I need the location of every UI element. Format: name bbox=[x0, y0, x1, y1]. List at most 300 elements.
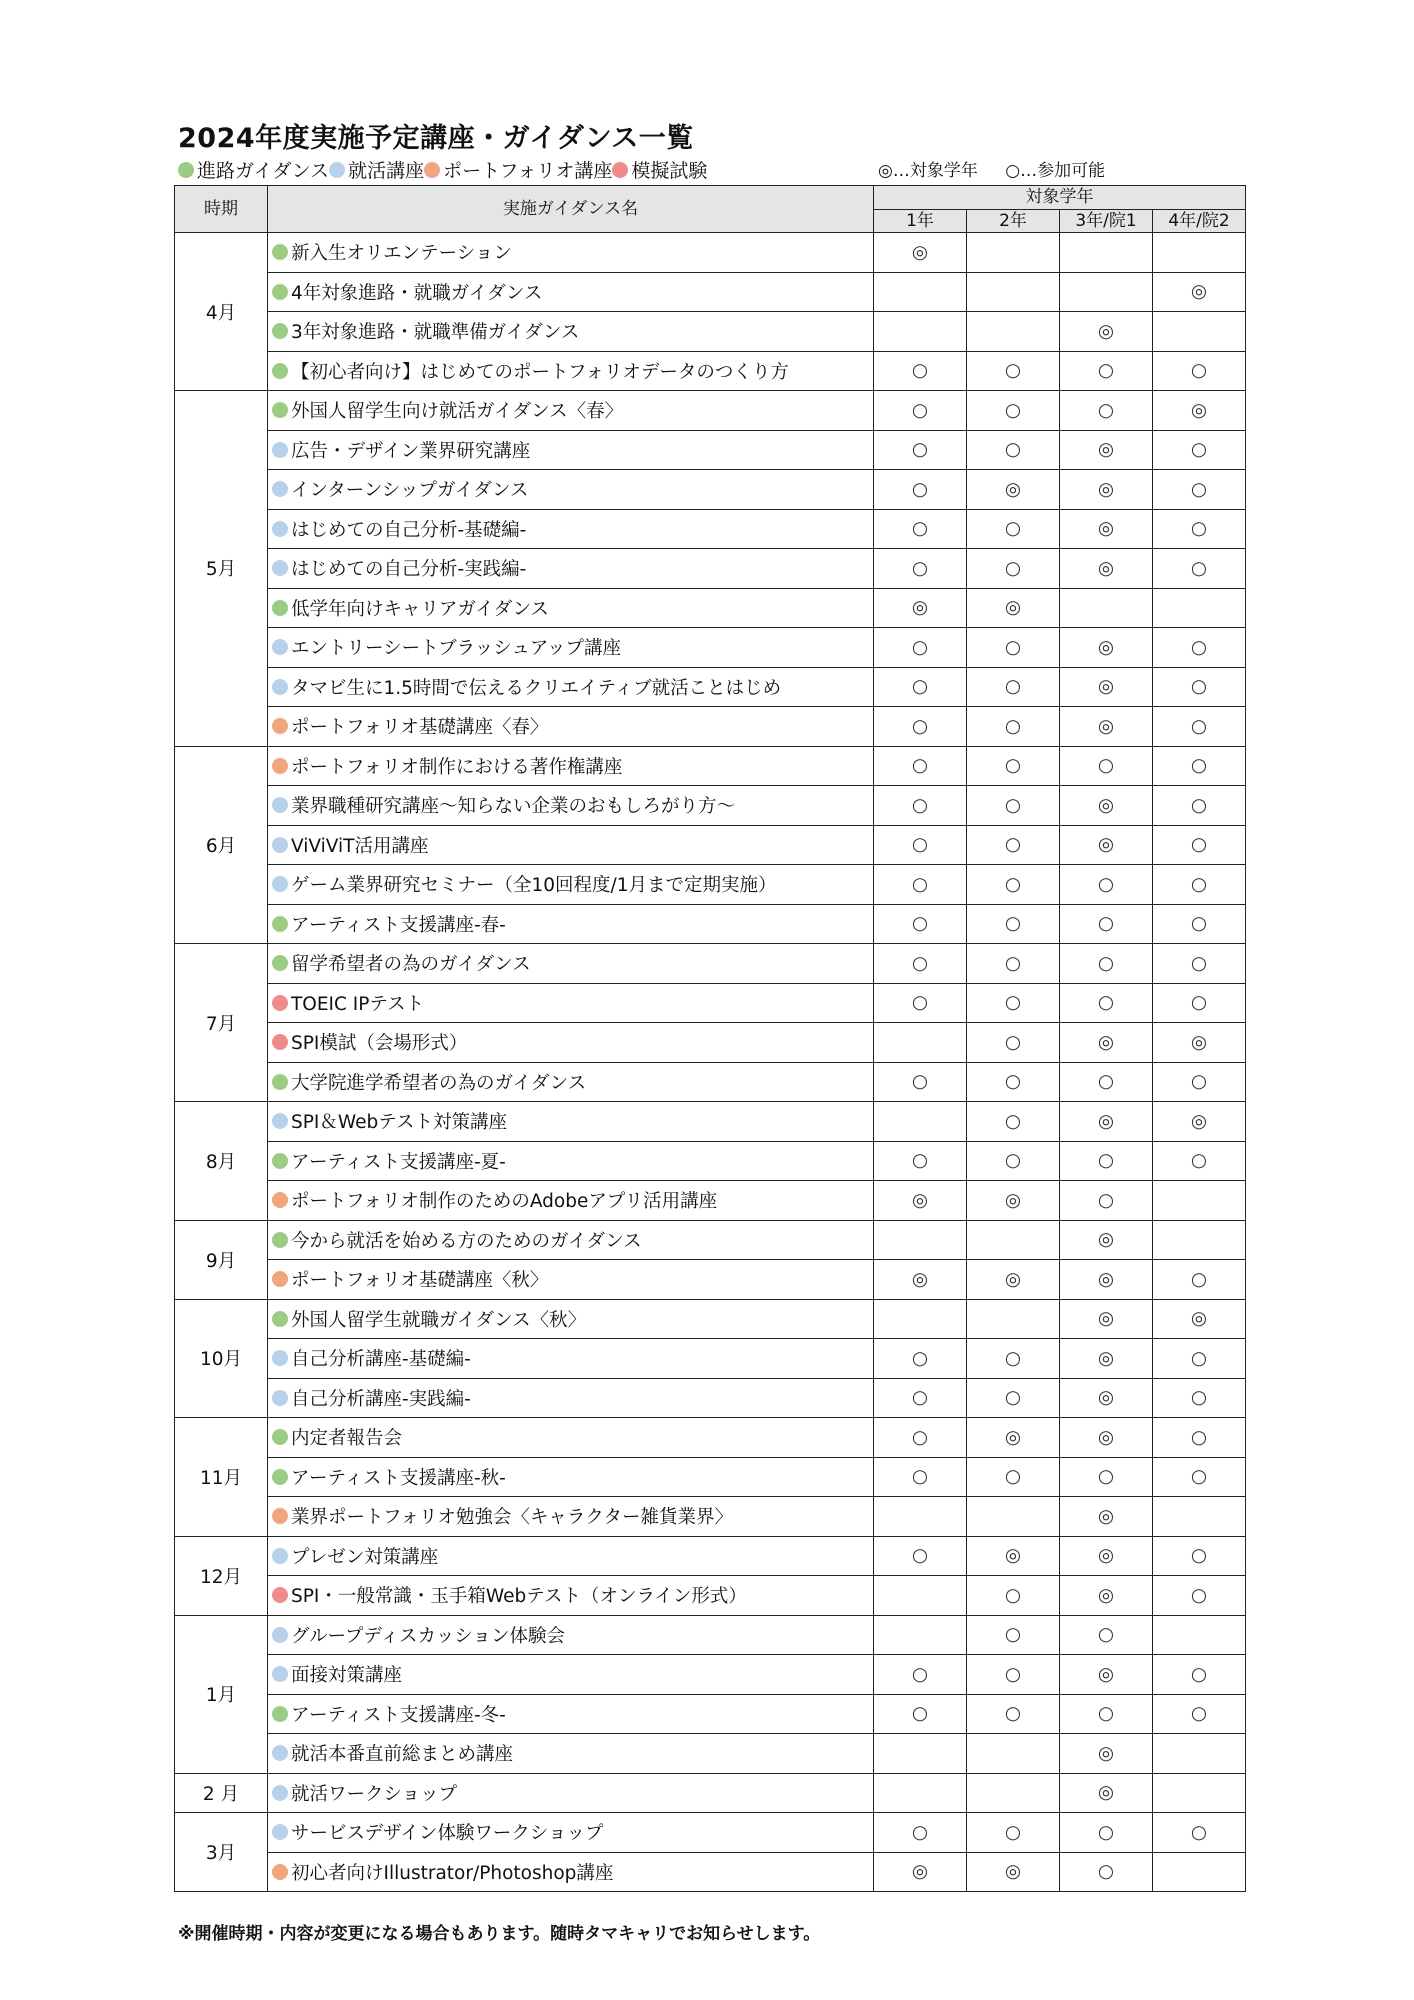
category-dot-icon bbox=[272, 758, 288, 774]
category-dot-icon bbox=[272, 916, 288, 932]
month-cell: 5月 bbox=[175, 391, 268, 747]
grade-mark-cell: ○ bbox=[1153, 1536, 1246, 1576]
grade-mark-cell bbox=[1060, 272, 1153, 312]
grade-mark-cell: ○ bbox=[967, 1062, 1060, 1102]
grade-mark-cell bbox=[1153, 1497, 1246, 1537]
category-dot-icon bbox=[272, 481, 288, 497]
grade-mark-cell: ○ bbox=[1153, 1694, 1246, 1734]
event-name-cell bbox=[268, 1102, 874, 1142]
legend-item bbox=[424, 156, 612, 183]
category-dot-icon bbox=[272, 1548, 288, 1564]
grade-mark-cell bbox=[874, 1734, 967, 1774]
event-name: プレゼン対策講座 bbox=[291, 1546, 439, 1568]
category-dot-icon bbox=[272, 1429, 288, 1445]
grade-mark-cell: ◎ bbox=[1060, 470, 1153, 510]
event-name-cell bbox=[268, 1181, 874, 1221]
grade-mark-cell: ○ bbox=[874, 509, 967, 549]
table-row bbox=[175, 1734, 1246, 1774]
grade-mark-cell: ○ bbox=[1153, 628, 1246, 668]
grade-mark-cell: ◎ bbox=[874, 1260, 967, 1300]
event-name: 自己分析講座-実践編- bbox=[291, 1388, 471, 1410]
event-name-cell bbox=[268, 549, 874, 589]
legend-item bbox=[178, 156, 329, 183]
event-name: はじめての自己分析-基礎編- bbox=[291, 519, 527, 541]
event-name: 新入生オリエンテーション bbox=[291, 243, 512, 265]
event-name: 就活本番直前総まとめ講座 bbox=[291, 1744, 514, 1766]
category-dot-icon bbox=[424, 162, 440, 178]
grade-mark-cell: ◎ bbox=[1060, 1378, 1153, 1418]
month-cell: 3月 bbox=[175, 1813, 268, 1892]
legend-item bbox=[612, 156, 707, 183]
grade-mark-cell: ○ bbox=[1153, 351, 1246, 391]
event-name-cell bbox=[268, 1299, 874, 1339]
category-dot-icon bbox=[272, 1232, 288, 1248]
table-row bbox=[175, 1220, 1246, 1260]
grade-mark-cell: ○ bbox=[874, 1694, 967, 1734]
category-dot-icon bbox=[272, 1113, 288, 1129]
event-name-cell bbox=[268, 351, 874, 391]
table-row bbox=[175, 509, 1246, 549]
category-dot-icon bbox=[272, 1785, 288, 1801]
grade-mark-cell bbox=[1153, 1734, 1246, 1774]
month-cell: 2 月 bbox=[175, 1773, 268, 1813]
event-name-cell bbox=[268, 1062, 874, 1102]
grade-mark-cell: ◎ bbox=[874, 1181, 967, 1221]
grade-mark-cell: ◎ bbox=[967, 1418, 1060, 1458]
event-name-cell bbox=[268, 786, 874, 826]
event-name-cell bbox=[268, 746, 874, 786]
event-name: 面接対策講座 bbox=[291, 1665, 403, 1687]
grade-mark-cell: ◎ bbox=[1060, 1260, 1153, 1300]
category-dot-icon bbox=[272, 244, 288, 260]
event-name: ポートフォリオ基礎講座〈秋〉 bbox=[291, 1270, 549, 1292]
grade-mark-cell: ○ bbox=[1153, 1655, 1246, 1695]
grade-mark-cell: ○ bbox=[874, 430, 967, 470]
event-name-cell bbox=[268, 1418, 874, 1458]
grade-mark-cell: ○ bbox=[874, 351, 967, 391]
event-name: 業界ポートフォリオ勉強会〈キャラクター雑貨業界〉 bbox=[291, 1507, 733, 1529]
grade-mark-cell bbox=[874, 1497, 967, 1537]
grade-mark-cell: ○ bbox=[1060, 1852, 1153, 1892]
grade-mark-cell: ○ bbox=[1153, 865, 1246, 905]
grade-mark-cell bbox=[1153, 1220, 1246, 1260]
grade-mark-cell bbox=[1153, 1615, 1246, 1655]
event-name-cell bbox=[268, 1536, 874, 1576]
grade-mark-cell: ◎ bbox=[1060, 825, 1153, 865]
event-name: 4年対象進路・就職ガイダンス bbox=[291, 282, 543, 304]
event-name: 今から就活を始める方のためのガイダンス bbox=[291, 1230, 642, 1252]
grade-mark-cell: ○ bbox=[967, 786, 1060, 826]
grade-mark-cell: ○ bbox=[1060, 391, 1153, 431]
event-name-cell bbox=[268, 1457, 874, 1497]
grade-mark-cell bbox=[1153, 312, 1246, 352]
event-name-cell bbox=[268, 430, 874, 470]
event-name: アーティスト支援講座-春- bbox=[291, 914, 506, 936]
grade-mark-cell: ○ bbox=[967, 430, 1060, 470]
mark-legend-target: ◎…対象学年 bbox=[878, 161, 978, 181]
category-dot-icon bbox=[272, 797, 288, 813]
event-name-cell bbox=[268, 707, 874, 747]
event-name: SPI模試（会場形式） bbox=[291, 1033, 468, 1055]
grade-mark-cell: ○ bbox=[1153, 786, 1246, 826]
event-name: 内定者報告会 bbox=[291, 1428, 403, 1450]
grade-mark-cell: ○ bbox=[1153, 1418, 1246, 1458]
grade-mark-cell: ○ bbox=[1060, 1141, 1153, 1181]
grade-mark-cell: ○ bbox=[1153, 1576, 1246, 1616]
table-row bbox=[175, 786, 1246, 826]
page-title: 2024年度実施予定講座・ガイダンス一覧 bbox=[178, 123, 694, 154]
event-name: 留学希望者の為のガイダンス bbox=[291, 954, 531, 976]
grade-mark-cell bbox=[1153, 1773, 1246, 1813]
event-name-cell bbox=[268, 1852, 874, 1892]
table-row bbox=[175, 983, 1246, 1023]
event-name: アーティスト支援講座-冬- bbox=[291, 1704, 506, 1726]
grade-mark-cell bbox=[874, 1023, 967, 1063]
table-row bbox=[175, 1536, 1246, 1576]
grade-mark-cell: ○ bbox=[1153, 707, 1246, 747]
grade-mark-cell: ◎ bbox=[1153, 1102, 1246, 1142]
event-name: 業界職種研究講座〜知らない企業のおもしろがり方〜 bbox=[291, 796, 736, 818]
event-name: ゲーム業界研究セミナー（全10回程度/1月まで定期実施） bbox=[291, 875, 777, 897]
grade-mark-cell bbox=[967, 312, 1060, 352]
category-dot-icon bbox=[272, 1666, 288, 1682]
category-dot-icon bbox=[272, 1390, 288, 1406]
grade-mark-cell: ○ bbox=[874, 1378, 967, 1418]
category-dot-icon bbox=[178, 162, 194, 178]
grade-mark-cell: ○ bbox=[1060, 983, 1153, 1023]
table-row bbox=[175, 1655, 1246, 1695]
category-dot-icon bbox=[272, 837, 288, 853]
header-name: 実施ガイダンス名 bbox=[268, 186, 874, 233]
legend-label: ポートフォリオ講座 bbox=[443, 160, 613, 182]
schedule-body bbox=[175, 233, 1246, 1892]
grade-mark-cell: ○ bbox=[1153, 549, 1246, 589]
grade-mark-cell: ○ bbox=[967, 1655, 1060, 1695]
grade-mark-cell: ◎ bbox=[1060, 1734, 1153, 1774]
grade-mark-cell: ○ bbox=[1060, 1181, 1153, 1221]
month-cell: 6月 bbox=[175, 746, 268, 944]
grade-mark-cell: ○ bbox=[1153, 1260, 1246, 1300]
table-row bbox=[175, 1299, 1246, 1339]
event-name: 広告・デザイン業界研究講座 bbox=[291, 440, 531, 462]
grade-mark-cell bbox=[1153, 1181, 1246, 1221]
grade-mark-cell bbox=[874, 1615, 967, 1655]
grade-mark-cell: ○ bbox=[874, 786, 967, 826]
category-dot-icon bbox=[272, 1627, 288, 1643]
grade-mark-cell: ○ bbox=[874, 391, 967, 431]
event-name-cell bbox=[268, 470, 874, 510]
category-dot-icon bbox=[272, 284, 288, 300]
event-name: エントリーシートブラッシュアップ講座 bbox=[291, 638, 622, 660]
category-legend bbox=[178, 156, 707, 183]
grade-mark-cell: ○ bbox=[1153, 1457, 1246, 1497]
event-name: 就活ワークショップ bbox=[291, 1783, 458, 1805]
grade-mark-cell: ○ bbox=[874, 1813, 967, 1853]
legend-label: 就活講座 bbox=[348, 160, 425, 182]
table-row bbox=[175, 1181, 1246, 1221]
grade-mark-cell: ○ bbox=[874, 628, 967, 668]
grade-mark-cell: ○ bbox=[874, 825, 967, 865]
grade-mark-cell bbox=[967, 1299, 1060, 1339]
grade-mark-cell: ○ bbox=[874, 1457, 967, 1497]
table-row bbox=[175, 1418, 1246, 1458]
table-row bbox=[175, 430, 1246, 470]
table-row bbox=[175, 1102, 1246, 1142]
grade-mark-cell bbox=[874, 1576, 967, 1616]
grade-mark-cell: ○ bbox=[967, 1023, 1060, 1063]
grade-mark-cell: ◎ bbox=[1060, 1497, 1153, 1537]
category-dot-icon bbox=[612, 162, 628, 178]
grade-mark-cell: ○ bbox=[874, 1655, 967, 1695]
category-dot-icon bbox=[272, 1508, 288, 1524]
grade-mark-cell bbox=[874, 1773, 967, 1813]
category-dot-icon bbox=[272, 1469, 288, 1485]
table-row bbox=[175, 865, 1246, 905]
grade-mark-cell: ○ bbox=[874, 470, 967, 510]
event-name-cell bbox=[268, 1339, 874, 1379]
grade-mark-cell: ◎ bbox=[967, 1260, 1060, 1300]
grade-mark-cell: ◎ bbox=[967, 1852, 1060, 1892]
grade-mark-cell bbox=[967, 1220, 1060, 1260]
legend-item bbox=[329, 156, 424, 183]
grade-mark-cell: ○ bbox=[1060, 1062, 1153, 1102]
grade-mark-cell: ○ bbox=[1153, 1141, 1246, 1181]
grade-mark-cell: ○ bbox=[967, 865, 1060, 905]
table-row bbox=[175, 470, 1246, 510]
month-cell: 11月 bbox=[175, 1418, 268, 1537]
grade-mark-cell: ○ bbox=[874, 746, 967, 786]
grade-mark-cell: ◎ bbox=[1153, 272, 1246, 312]
grade-mark-cell: ○ bbox=[1153, 667, 1246, 707]
table-row bbox=[175, 825, 1246, 865]
grade-mark-cell: ○ bbox=[874, 707, 967, 747]
grade-mark-cell: ○ bbox=[1060, 944, 1153, 984]
legend-label: 進路ガイダンス bbox=[197, 160, 330, 182]
event-name: SPI・一般常識・玉手箱Webテスト（オンライン形式） bbox=[291, 1586, 747, 1608]
grade-mark-cell bbox=[874, 272, 967, 312]
event-name-cell bbox=[268, 391, 874, 431]
grade-mark-cell: ○ bbox=[967, 1576, 1060, 1616]
grade-mark-cell: ○ bbox=[1153, 470, 1246, 510]
grade-mark-cell: ○ bbox=[967, 1457, 1060, 1497]
grade-mark-cell: ○ bbox=[874, 1536, 967, 1576]
event-name-cell bbox=[268, 1734, 874, 1774]
grade-mark-cell: ◎ bbox=[1060, 1299, 1153, 1339]
header-grade-3: 3年/院1 bbox=[1060, 209, 1153, 233]
event-name-cell bbox=[268, 312, 874, 352]
category-dot-icon bbox=[272, 1706, 288, 1722]
grade-mark-cell bbox=[1153, 1852, 1246, 1892]
grade-mark-cell bbox=[967, 272, 1060, 312]
category-dot-icon bbox=[272, 955, 288, 971]
month-cell: 12月 bbox=[175, 1536, 268, 1615]
event-name: TOEIC IPテスト bbox=[291, 993, 425, 1015]
category-dot-icon bbox=[272, 1824, 288, 1840]
table-row bbox=[175, 351, 1246, 391]
table-row bbox=[175, 1339, 1246, 1379]
category-dot-icon bbox=[272, 1153, 288, 1169]
grade-mark-cell: ○ bbox=[1153, 825, 1246, 865]
category-dot-icon bbox=[272, 1192, 288, 1208]
grade-mark-cell: ○ bbox=[874, 983, 967, 1023]
event-name-cell bbox=[268, 272, 874, 312]
grade-mark-cell: ○ bbox=[1060, 746, 1153, 786]
grade-mark-cell: ○ bbox=[1153, 430, 1246, 470]
grade-mark-cell: ◎ bbox=[1060, 509, 1153, 549]
table-row bbox=[175, 746, 1246, 786]
grade-mark-cell: ○ bbox=[967, 1339, 1060, 1379]
table-row bbox=[175, 904, 1246, 944]
grade-mark-cell: ○ bbox=[874, 865, 967, 905]
grade-mark-cell: ○ bbox=[967, 825, 1060, 865]
event-name-cell bbox=[268, 1141, 874, 1181]
category-dot-icon bbox=[272, 442, 288, 458]
grade-mark-cell: ○ bbox=[874, 944, 967, 984]
category-dot-icon bbox=[272, 1271, 288, 1287]
grade-mark-cell: ○ bbox=[967, 667, 1060, 707]
event-name-cell bbox=[268, 1497, 874, 1537]
table-row bbox=[175, 312, 1246, 352]
grade-mark-cell: ◎ bbox=[1060, 667, 1153, 707]
grade-mark-cell: ○ bbox=[1060, 1615, 1153, 1655]
grade-mark-cell: ○ bbox=[967, 707, 1060, 747]
category-dot-icon bbox=[272, 1864, 288, 1880]
grade-mark-cell: ○ bbox=[1153, 904, 1246, 944]
table-row bbox=[175, 272, 1246, 312]
event-name: 外国人留学生向け就活ガイダンス〈春〉 bbox=[291, 401, 624, 423]
category-dot-icon bbox=[272, 1311, 288, 1327]
grade-mark-cell: ○ bbox=[967, 1102, 1060, 1142]
grade-mark-cell bbox=[967, 1773, 1060, 1813]
table-row bbox=[175, 944, 1246, 984]
event-name-cell bbox=[268, 233, 874, 273]
event-name-cell bbox=[268, 1378, 874, 1418]
category-dot-icon bbox=[272, 1034, 288, 1050]
event-name: 3年対象進路・就職準備ガイダンス bbox=[291, 322, 580, 344]
event-name-cell bbox=[268, 1260, 874, 1300]
grade-mark-cell: ◎ bbox=[1060, 1576, 1153, 1616]
event-name-cell bbox=[268, 904, 874, 944]
grade-mark-cell: ◎ bbox=[1060, 1102, 1153, 1142]
event-name-cell bbox=[268, 865, 874, 905]
header-grade-2: 2年 bbox=[967, 209, 1060, 233]
table-row bbox=[175, 1378, 1246, 1418]
grade-mark-cell: ○ bbox=[874, 904, 967, 944]
event-name: インターンシップガイダンス bbox=[291, 480, 529, 502]
event-name-cell bbox=[268, 509, 874, 549]
event-name-cell bbox=[268, 628, 874, 668]
grade-mark-cell: ◎ bbox=[967, 470, 1060, 510]
grade-mark-cell: ○ bbox=[874, 667, 967, 707]
table-row bbox=[175, 1260, 1246, 1300]
grade-mark-cell: ○ bbox=[874, 1339, 967, 1379]
event-name: アーティスト支援講座-夏- bbox=[291, 1151, 506, 1173]
event-name: グループディスカッション体験会 bbox=[291, 1625, 565, 1647]
grade-mark-cell: ◎ bbox=[1060, 312, 1153, 352]
grade-mark-cell: ○ bbox=[874, 1062, 967, 1102]
category-dot-icon bbox=[272, 1587, 288, 1603]
category-dot-icon bbox=[272, 521, 288, 537]
table-row bbox=[175, 1576, 1246, 1616]
event-name-cell bbox=[268, 1615, 874, 1655]
grade-mark-cell bbox=[874, 1102, 967, 1142]
grade-mark-cell: ◎ bbox=[1060, 707, 1153, 747]
grade-mark-cell: ◎ bbox=[967, 588, 1060, 628]
table-row bbox=[175, 707, 1246, 747]
grade-mark-cell: ◎ bbox=[874, 233, 967, 273]
event-name-cell bbox=[268, 983, 874, 1023]
event-name: サービスデザイン体験ワークショップ bbox=[291, 1823, 604, 1845]
grade-mark-cell: ◎ bbox=[1060, 1418, 1153, 1458]
event-name-cell bbox=[268, 588, 874, 628]
grade-mark-cell bbox=[874, 312, 967, 352]
grade-mark-cell bbox=[967, 1734, 1060, 1774]
table-row bbox=[175, 391, 1246, 431]
grade-mark-cell: ○ bbox=[967, 944, 1060, 984]
category-dot-icon bbox=[272, 1350, 288, 1366]
grade-mark-cell: ○ bbox=[967, 509, 1060, 549]
event-name: 【初心者向け】はじめてのポートフォリオデータのつくり方 bbox=[291, 361, 789, 383]
grade-mark-cell bbox=[874, 1299, 967, 1339]
grade-mark-cell: ○ bbox=[967, 391, 1060, 431]
grade-mark-cell: ○ bbox=[874, 1418, 967, 1458]
grade-mark-cell: ○ bbox=[1153, 1062, 1246, 1102]
grade-mark-cell: ○ bbox=[967, 1378, 1060, 1418]
grade-mark-cell: ◎ bbox=[1060, 549, 1153, 589]
table-row bbox=[175, 549, 1246, 589]
table-row bbox=[175, 1497, 1246, 1537]
mark-legend bbox=[878, 156, 1105, 181]
grade-mark-cell: ◎ bbox=[1153, 1023, 1246, 1063]
event-name: ポートフォリオ基礎講座〈春〉 bbox=[291, 717, 549, 739]
grade-mark-cell: ○ bbox=[1060, 1694, 1153, 1734]
category-dot-icon bbox=[272, 560, 288, 576]
grade-mark-cell: ○ bbox=[1153, 1339, 1246, 1379]
event-name-cell bbox=[268, 1655, 874, 1695]
month-cell: 8月 bbox=[175, 1102, 268, 1221]
grade-mark-cell: ○ bbox=[1060, 1457, 1153, 1497]
grade-mark-cell: ○ bbox=[1060, 865, 1153, 905]
grade-mark-cell bbox=[1153, 588, 1246, 628]
grade-mark-cell: ○ bbox=[967, 549, 1060, 589]
grade-mark-cell bbox=[967, 1497, 1060, 1537]
category-dot-icon bbox=[272, 1074, 288, 1090]
grade-mark-cell: ◎ bbox=[1060, 1773, 1153, 1813]
table-row bbox=[175, 1813, 1246, 1853]
grade-mark-cell: ◎ bbox=[967, 1536, 1060, 1576]
event-name: タマビ生に1.5時間で伝えるクリエイティブ就活ことはじめ bbox=[291, 677, 782, 699]
table-row bbox=[175, 1062, 1246, 1102]
grade-mark-cell: ○ bbox=[967, 1694, 1060, 1734]
event-name-cell bbox=[268, 1576, 874, 1616]
grade-mark-cell: ○ bbox=[1060, 351, 1153, 391]
header-grade-1: 1年 bbox=[874, 209, 967, 233]
grade-mark-cell: ○ bbox=[967, 351, 1060, 391]
grade-mark-cell: ◎ bbox=[874, 588, 967, 628]
grade-mark-cell: ◎ bbox=[1060, 1339, 1153, 1379]
legend-label: 模擬試験 bbox=[631, 160, 708, 182]
grade-mark-cell bbox=[1060, 588, 1153, 628]
header-grade: 対象学年 bbox=[874, 186, 1246, 210]
grade-mark-cell: ◎ bbox=[967, 1181, 1060, 1221]
category-dot-icon bbox=[272, 402, 288, 418]
event-name: ポートフォリオ制作のためのAdobeアプリ活用講座 bbox=[291, 1191, 718, 1213]
event-name-cell bbox=[268, 944, 874, 984]
grade-mark-cell: ○ bbox=[967, 628, 1060, 668]
event-name: 大学院進学希望者の為のガイダンス bbox=[291, 1072, 587, 1094]
grade-mark-cell: ◎ bbox=[1060, 1220, 1153, 1260]
category-dot-icon bbox=[272, 639, 288, 655]
